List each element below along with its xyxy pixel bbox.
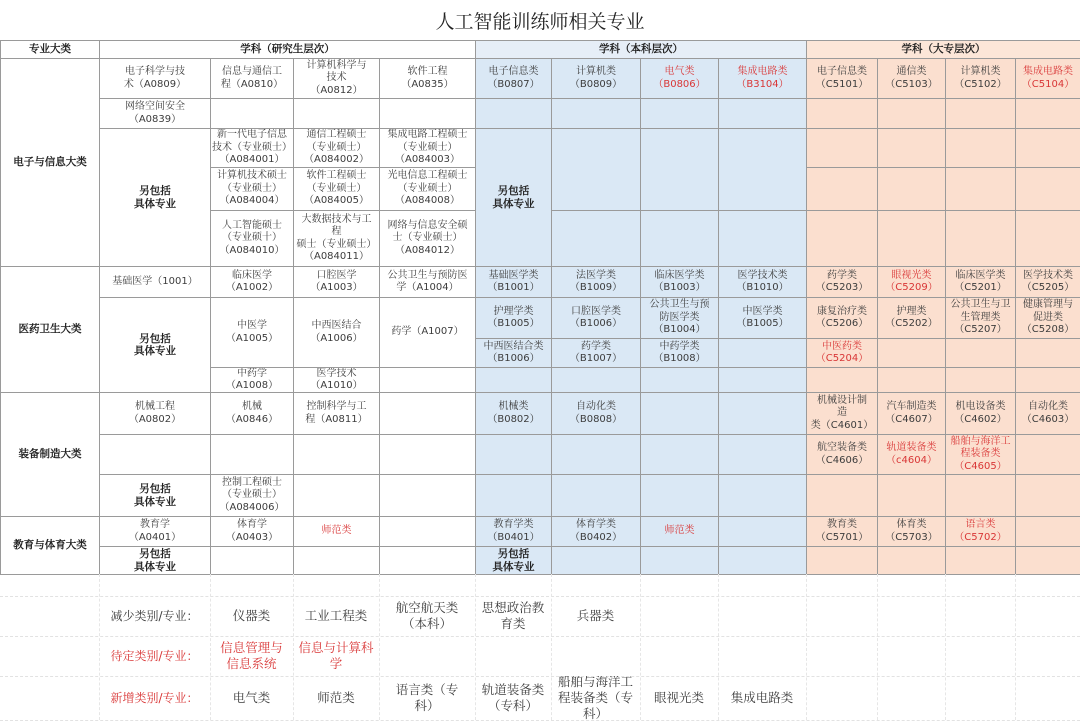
category-electronic <box>0 58 100 267</box>
header-category <box>0 40 100 59</box>
footer-added-item <box>718 676 806 720</box>
footer-text: 工业工程类 <box>304 608 368 623</box>
cell-text: 自动化类 （B0808） <box>569 401 623 425</box>
footer-hline <box>0 720 1080 721</box>
table-cell <box>945 58 1016 99</box>
footer-reduced-item <box>475 596 551 636</box>
footer-added-item <box>210 676 293 720</box>
header-college <box>806 40 1080 59</box>
table-cell <box>99 434 211 475</box>
also-include-label <box>99 297 211 393</box>
cell-text: 自动化类 （C4603） <box>1021 401 1075 425</box>
cell-text: 电气类 （B0806） <box>653 66 706 90</box>
cell-text: 学科（本科层次） <box>599 43 683 56</box>
cell-text: 通信类 （C5103） <box>885 66 938 90</box>
table-cell <box>475 297 552 339</box>
cell-text: 电子科学与技 术（A0809） <box>123 66 187 90</box>
cell-text: 教育与体育大类 <box>13 539 87 552</box>
footer-vline <box>1015 574 1016 720</box>
cell-text: 语言类 （C5702） <box>954 519 1007 543</box>
cell-text: 健康管理与 促进类 （C5208） <box>1021 299 1075 336</box>
table-cell <box>551 98 641 129</box>
cell-text: 汽车制造类 （C4607） <box>885 401 938 425</box>
table-cell <box>1015 58 1080 99</box>
table-cell <box>718 98 807 129</box>
table-cell <box>551 58 641 99</box>
table-cell <box>551 338 641 368</box>
footer-reduced-item <box>551 596 640 636</box>
table-cell <box>640 128 719 211</box>
footer-text: 眼视光类 <box>653 690 704 705</box>
table-cell <box>551 210 641 267</box>
cell-text: 法医学类 （B1009） <box>569 269 623 293</box>
cell-text: 集成电路类 （B3104） <box>736 66 789 90</box>
table-cell <box>1015 297 1080 339</box>
cell-text: 医学技术类 （C5205） <box>1021 269 1075 293</box>
footer-text: 师范类 <box>317 690 355 705</box>
table-cell <box>551 474 641 517</box>
table-cell <box>877 58 946 99</box>
table-cell <box>475 58 552 99</box>
table-cell <box>551 392 641 435</box>
cell-text: 人工智能硕士 （专业硕十） （A084010） <box>219 219 285 256</box>
table-cell <box>379 516 476 547</box>
cell-text: 公共卫生与卫 生管理类 （C5207） <box>950 299 1011 336</box>
table-cell <box>718 297 807 339</box>
cell-text: 教育学类 （B0401） <box>487 519 540 543</box>
cell-text: 控制科学与工 程（A0811） <box>305 401 368 425</box>
table-cell <box>379 210 476 267</box>
cell-text: 口腔医学类 （B1006） <box>569 305 623 329</box>
table-cell <box>551 546 641 575</box>
table-cell <box>640 58 719 99</box>
cell-text: 中药学 （A1008） <box>225 367 279 391</box>
footer-text: 减少类别/专业： <box>110 609 199 623</box>
also-include-label <box>475 546 552 575</box>
cell-text: 康复治疗类 （C5206） <box>815 305 869 329</box>
cell-text: 机电设备类 （C4602） <box>954 401 1007 425</box>
cell-text: 电子信息类 （B0807） <box>487 66 540 90</box>
cell-text: 护理学类 （B1005） <box>487 305 540 329</box>
table-cell <box>945 392 1016 435</box>
table-cell <box>210 474 294 517</box>
cell-text: 中医学类 （B1005） <box>736 305 789 329</box>
table-cell <box>475 516 552 547</box>
table-cell <box>210 210 294 267</box>
footer-reduced-item <box>379 596 475 636</box>
table-cell <box>379 392 476 435</box>
table-cell <box>551 266 641 298</box>
cell-text: 公共卫生与预防医 学（A1004） <box>387 269 468 293</box>
table-cell <box>293 474 380 517</box>
footer-text: 兵器类 <box>576 608 615 623</box>
table-cell <box>293 266 380 298</box>
table-cell <box>640 392 719 435</box>
table-cell <box>210 167 294 211</box>
table-cell <box>293 546 380 575</box>
table-cell <box>1015 167 1080 211</box>
table-cell <box>379 58 476 99</box>
cell-text: 教育类 （C5701） <box>815 519 869 543</box>
table-cell <box>1015 266 1080 298</box>
table-cell <box>877 210 946 267</box>
cell-text: 船舶与海洋工 程装备类 （C4605） <box>950 435 1011 472</box>
table-cell <box>210 392 294 435</box>
cell-text: 机械类 （B0802） <box>487 401 540 425</box>
cell-text: 师范类 <box>664 525 695 537</box>
cell-text: 计算机类 （B0809） <box>569 66 623 90</box>
cell-text: 药学类 （C5203） <box>815 269 869 293</box>
cell-text: 药学（A1007） <box>391 326 464 338</box>
table-cell <box>718 546 807 575</box>
table-cell <box>475 266 552 298</box>
cell-text: 计算机科学与 技术 （A0812） <box>306 59 367 96</box>
table-cell <box>1015 128 1080 168</box>
footer-reduced-label <box>99 596 210 636</box>
table-cell <box>379 434 476 475</box>
table-cell <box>293 392 380 435</box>
cell-text: 体育类 （C5703） <box>885 519 938 543</box>
cell-text: 临床医学类 （B1003） <box>653 269 706 293</box>
table-cell <box>99 516 211 547</box>
footer-text: 信息与计算科 学 <box>298 640 374 671</box>
cell-text: 大数据技术与工 程 硕士（专业硕士） （A084011） <box>296 213 377 262</box>
cell-text: 集成电路类 （C5104） <box>1021 66 1075 90</box>
table-cell <box>293 98 380 129</box>
table-cell <box>640 266 719 298</box>
cell-text: 药学类 （B1007） <box>569 340 623 364</box>
cell-text: 医学技术 （A1010） <box>310 367 363 391</box>
table-cell <box>877 474 946 517</box>
footer-added-item <box>475 676 551 720</box>
also-include-label <box>475 128 552 267</box>
table-cell <box>945 98 1016 129</box>
table-cell <box>718 434 807 475</box>
cell-text: 医学技术类 （B1010） <box>736 269 789 293</box>
cell-text: 基础医学类 （B1001） <box>487 269 540 293</box>
table-cell <box>475 392 552 435</box>
table-cell <box>293 516 380 547</box>
table-cell <box>718 516 807 547</box>
table-cell <box>945 297 1016 339</box>
table-cell <box>945 474 1016 517</box>
cell-text: 计算机技术硕士 （专业硕士） （A084004） <box>217 170 287 207</box>
table-cell <box>640 434 719 475</box>
table-cell <box>99 98 211 129</box>
table-cell <box>551 128 641 211</box>
table-cell <box>806 266 878 298</box>
footer-text: 电气类 <box>232 690 271 705</box>
table-cell <box>551 297 641 339</box>
table-cell <box>475 474 552 517</box>
table-cell <box>293 297 380 368</box>
footer-text: 思想政治教 育类 <box>481 600 545 631</box>
cell-text: 护理类 （C5202） <box>885 305 938 329</box>
footer-text: 新增类别/专业： <box>110 691 199 705</box>
cell-text: 另包括 具体专业 <box>134 185 176 210</box>
table-cell <box>475 338 552 368</box>
also-include-label <box>99 474 211 517</box>
table-cell <box>379 98 476 129</box>
footer-added-label <box>99 676 210 720</box>
cell-text: 医药卫生大类 <box>18 323 82 336</box>
table-cell <box>1015 434 1080 475</box>
cell-text: 临床医学 （A1002） <box>225 269 279 293</box>
footer-added-item <box>293 676 379 720</box>
table-cell <box>1015 210 1080 267</box>
table-cell <box>945 367 1016 393</box>
table-cell <box>640 297 719 339</box>
table-cell <box>640 367 719 393</box>
table-cell <box>806 474 878 517</box>
category-equipment <box>0 392 100 517</box>
table-cell <box>877 98 946 129</box>
table-cell <box>1015 98 1080 129</box>
table-cell <box>99 266 211 298</box>
table-cell <box>806 392 878 435</box>
table-cell <box>877 546 946 575</box>
table-cell <box>945 434 1016 475</box>
footer-text: 轨道装备类 （专科） <box>481 682 545 713</box>
category-medical <box>0 266 100 393</box>
footer-added-item <box>379 676 475 720</box>
cell-text: 光电信息工程硕士 （专业硕士） （A084008） <box>387 170 468 207</box>
table-cell <box>379 167 476 211</box>
table-cell <box>718 392 807 435</box>
cell-text: 教育学 （A0401） <box>128 519 182 543</box>
table-cell <box>640 474 719 517</box>
cell-text: 航空装备类 （C4606） <box>815 442 869 466</box>
table-cell <box>475 367 552 393</box>
cell-text: 另包括 具体专业 <box>134 483 176 508</box>
category-education <box>0 516 100 575</box>
footer-text: 语言类（专 科） <box>395 682 459 713</box>
cell-text: 口腔医学 （A1003） <box>310 269 363 293</box>
cell-text: 集成电路工程硕士 （专业硕士） （A084003） <box>387 129 468 166</box>
cell-text: 控制工程硕士 （专业硕士） （A084006） <box>219 476 285 513</box>
cell-text: 师范类 <box>321 525 352 537</box>
table-cell <box>877 128 946 168</box>
cell-text: 体育学类 （B0402） <box>569 519 623 543</box>
table-cell <box>877 266 946 298</box>
table-cell <box>293 367 380 393</box>
header-undergraduate <box>475 40 807 59</box>
table-cell <box>877 297 946 339</box>
table-cell <box>210 546 294 575</box>
footer-pending-item <box>293 636 379 676</box>
table-cell <box>1015 367 1080 393</box>
page-title: 人工智能训练师相关专业 <box>435 11 645 33</box>
footer-text: 航空航天类 （本科） <box>395 600 459 631</box>
cell-text: 软件工程硕士 （专业硕士） （A084005） <box>303 170 369 207</box>
cell-text: 网络与信息安全硕 士（专业硕士） （A084012） <box>387 219 468 256</box>
table-cell <box>877 434 946 475</box>
table-cell <box>379 128 476 168</box>
cell-text: 新一代电子信息 技术（专业硕士） （A084001） <box>212 129 292 166</box>
cell-text: 网络空间安全 （A0839） <box>125 101 185 125</box>
table-cell <box>945 546 1016 575</box>
cell-text: 机械 （A0846） <box>225 401 279 425</box>
cell-text: 电子信息类 （C5101） <box>815 66 869 90</box>
table-cell <box>718 58 807 99</box>
table-cell <box>210 128 294 168</box>
footer-added-item <box>551 676 640 720</box>
table-cell <box>806 434 878 475</box>
also-include-label <box>99 546 211 575</box>
table-cell <box>551 367 641 393</box>
table-cell <box>379 546 476 575</box>
table-cell <box>210 367 294 393</box>
cell-text: 机械设计制 造 类（C4601） <box>810 394 874 431</box>
cell-text: 另包括 具体专业 <box>134 332 176 357</box>
header-graduate <box>99 40 476 59</box>
table-cell <box>293 128 380 168</box>
table-cell <box>640 546 719 575</box>
footer-added-item <box>640 676 718 720</box>
table-cell <box>806 367 878 393</box>
table-cell <box>475 434 552 475</box>
cell-text: 专业大类 <box>29 43 71 56</box>
table-cell <box>379 474 476 517</box>
table-cell <box>806 128 878 168</box>
table-cell <box>806 338 878 368</box>
footer-reduced-item <box>210 596 293 636</box>
table-cell <box>293 167 380 211</box>
table-cell <box>806 98 878 129</box>
footer-text: 船舶与海洋工 程装备类（专 科） <box>557 676 633 720</box>
table-cell <box>551 434 641 475</box>
table-cell <box>877 516 946 547</box>
cell-text: 眼视光类 （C5209） <box>885 269 938 293</box>
table-cell <box>718 266 807 298</box>
table-cell <box>1015 474 1080 517</box>
cell-text: 公共卫生与预 防医学类 （B1004） <box>649 299 710 336</box>
table-cell <box>877 167 946 211</box>
cell-text: 装备制造大类 <box>18 448 82 461</box>
table-cell <box>379 266 476 298</box>
table-cell <box>293 58 380 99</box>
table-cell <box>806 210 878 267</box>
table-cell <box>1015 392 1080 435</box>
footer-vline <box>877 574 878 720</box>
table-cell <box>640 516 719 547</box>
table-cell <box>293 210 380 267</box>
table-cell <box>806 167 878 211</box>
footer-pending-label <box>99 636 210 676</box>
cell-text: 另包括 具体专业 <box>134 548 176 573</box>
table-cell <box>945 338 1016 368</box>
table-cell <box>1015 338 1080 368</box>
cell-text: 临床医学类 （C5201） <box>954 269 1007 293</box>
also-include-label <box>99 128 211 267</box>
table-cell <box>640 210 719 267</box>
table-cell <box>945 210 1016 267</box>
table-cell <box>99 58 211 99</box>
table-cell <box>877 338 946 368</box>
table-cell <box>718 128 807 211</box>
table-cell <box>1015 546 1080 575</box>
table-cell <box>379 367 476 393</box>
cell-text: 电子与信息大类 <box>13 156 87 169</box>
table-cell <box>210 266 294 298</box>
table-cell <box>210 434 294 475</box>
table-cell <box>293 434 380 475</box>
footer-vline <box>806 574 807 720</box>
cell-text: 学科（研究生层次） <box>240 43 335 56</box>
table-cell <box>210 58 294 99</box>
footer-text: 仪器类 <box>232 608 271 623</box>
footer-text: 信息管理与 信息系统 <box>220 640 283 671</box>
table-cell <box>718 338 807 368</box>
cell-text: 机械工程 （A0802） <box>128 401 182 425</box>
table-cell <box>210 98 294 129</box>
table-cell <box>99 392 211 435</box>
table-cell <box>718 210 807 267</box>
table-cell <box>210 297 294 368</box>
cell-text: 通信工程硕士 （专业硕士） （A084002） <box>303 129 369 166</box>
cell-text: 中西医结合 （A1006） <box>310 320 363 344</box>
footer-pending-item <box>210 636 293 676</box>
cell-text: 中医药类 （C5204） <box>815 340 869 364</box>
table-cell <box>877 392 946 435</box>
footer-vline <box>945 574 946 720</box>
cell-text: 计算机类 （C5102） <box>954 66 1007 90</box>
table-cell <box>718 367 807 393</box>
table-cell <box>945 266 1016 298</box>
cell-text: 中药学类 （B1008） <box>653 340 706 364</box>
table-cell <box>640 98 719 129</box>
cell-text: 学科（大专层次） <box>901 43 986 56</box>
cell-text: 另包括 具体专业 <box>492 548 535 573</box>
cell-text: 中医学 （A1005） <box>225 320 279 344</box>
table-cell <box>379 297 476 368</box>
cell-text: 另包括 具体专业 <box>492 185 535 210</box>
table-cell <box>877 367 946 393</box>
table-cell <box>806 516 878 547</box>
table-cell <box>945 516 1016 547</box>
cell-text: 软件工程 （A0835） <box>401 66 454 90</box>
table-cell <box>1015 516 1080 547</box>
table-cell <box>806 297 878 339</box>
cell-text: 基础医学（1001） <box>112 275 198 287</box>
table-cell <box>718 474 807 517</box>
footer-text: 待定类别/专业： <box>110 649 199 663</box>
footer-text: 集成电路类 <box>730 690 794 705</box>
cell-text: 中西医结合类 （B1006） <box>483 340 544 364</box>
table-cell <box>551 516 641 547</box>
cell-text: 信息与通信工 程（A0810） <box>220 66 284 90</box>
table-cell <box>210 516 294 547</box>
table-cell <box>806 546 878 575</box>
footer-reduced-item <box>293 596 379 636</box>
table-cell <box>945 128 1016 168</box>
table-cell <box>640 338 719 368</box>
table-cell <box>945 167 1016 211</box>
table-cell <box>475 98 552 129</box>
cell-text: 体育学 （A0403） <box>225 519 279 543</box>
cell-text: 轨道装备类 （c4604） <box>886 442 937 466</box>
table-cell <box>806 58 878 99</box>
